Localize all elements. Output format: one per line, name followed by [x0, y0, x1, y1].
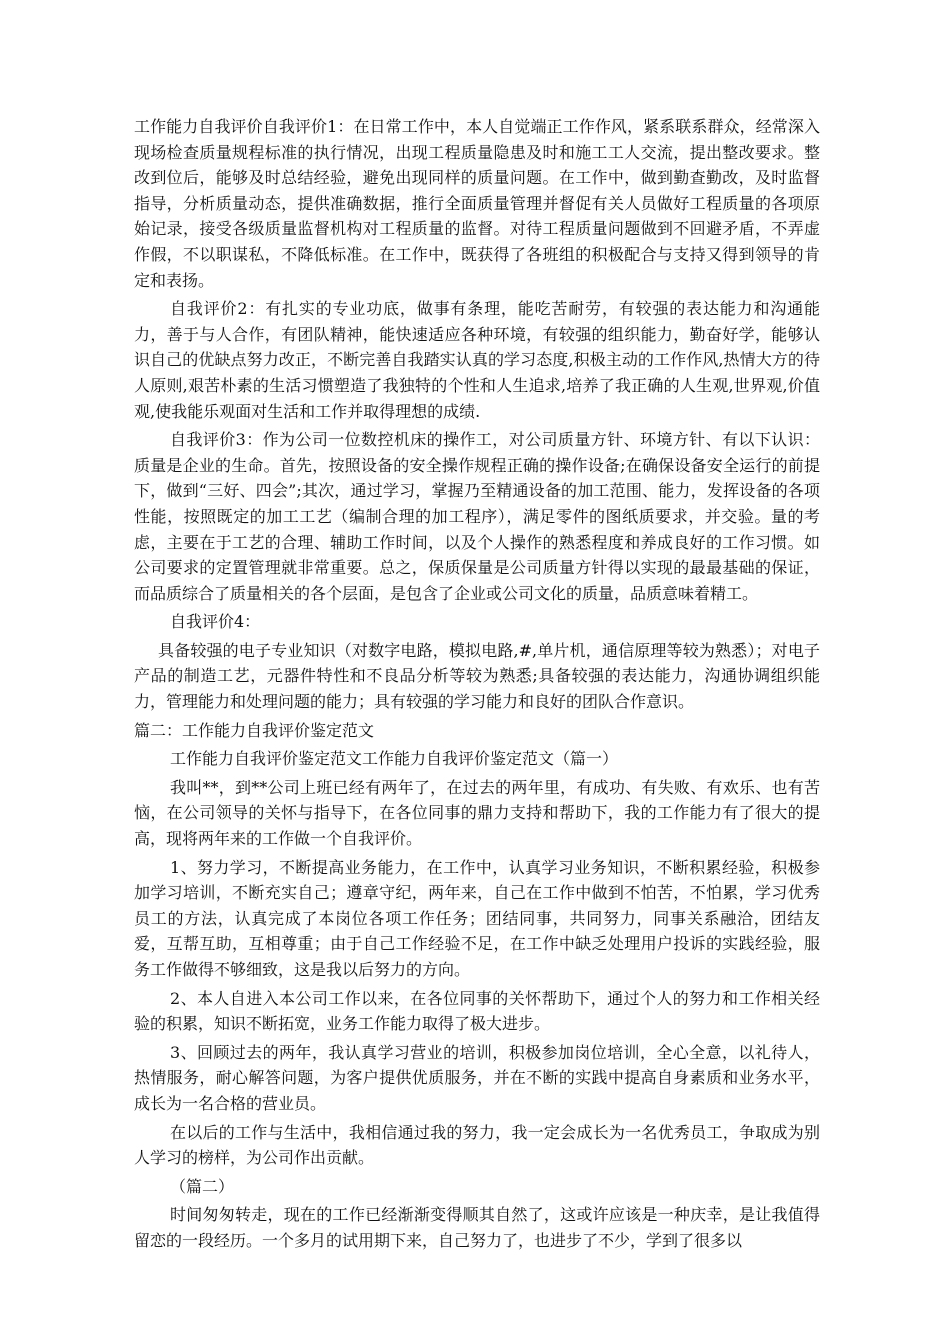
- paragraph-point-1: 1、努力学习，不断提高业务能力，在工作中，认真学习业务知识，不断积累经验，积极参加学习培训，不断充实自己；遵章守纪，两年来，自己在工作中做到不怕苦，不怕累，学习优秀员工的方法，认真完成了本岗位各项工作任务；团结同事，共同努力，同事关系融洽，团结友爱，互帮互助，互相尊重；由于自己工作经验不足，在工作中缺乏处理用户投诉的实践经验，服务工作做得不够细致，这是我以后努力的方向。: [134, 857, 820, 979]
- paragraph-article-title: 工作能力自我评价鉴定范文工作能力自我评价鉴定范文（篇一）: [170, 749, 619, 769]
- paragraph-self-evaluation-1: 工作能力自我评价自我评价1：在日常工作中，本人自觉端正工作作风，紧系联系群众，经常深入现场检查质量规程标准的执行情况，出现工程质量隐患及时和施工工人交流，提出整改要求。整改到位后，能够及时总结经验，避免出现同样的质量问题。在工作中，做到勤查勤改，及时监督指导，分析质量动态，提供准确数据，推行全面质量管理并督促有关人员做好工程质量的各项原始记录，接受各级质量监督机构对工程质量的监督。对待工程质量问题做到不回避矛盾，不弄虚作假，不以职谋私，不降低标准。在工作中，既获得了各班组的积极配合与支持又得到领导的肯定和表扬。: [134, 117, 820, 290]
- paragraph-self-evaluation-2: 自我评价2：有扎实的专业功底，做事有条理，能吃苦耐劳，有较强的表达能力和沟通能力，善于与人合作，有团队精神，能快速适应各种环境，有较强的组织能力，勤奋好学，能够认识自己的优缺点努力改正，不断完善自我踏实认真的学习态度,积极主动的工作作风,热情大方的待人原则,艰苦朴素的生活习惯塑造了我独特的个性和人生追求,培养了我正确的人生观,世界观,价值观,使我能乐观面对生活和工作并取得理想的成绩.: [134, 299, 820, 421]
- paragraph-self-evaluation-3: 自我评价3：作为公司一位数控机床的操作工，对公司质量方针、环境方针、有以下认识：质量是企业的生命。首先，按照设备的安全操作规程正确的操作设备;在确保设备安全运行的前提下，做到“三好、四会”;其次，通过学习，掌握乃至精通设备的加工范围、能力，发挥设备的各项性能，按照既定的加工工艺（编制合理的加工程序），满足零件的图纸质要求，并交验。量的考虑，主要在于工艺的合理、辅助工作时间，以及个人操作的熟悉程度和养成良好的工作习惯。如公司要求的定置管理就非常重要。总之，保质保量是公司质量方针得以实现的最最基础的保证，而品质综合了质量相关的各个层面，是包含了企业或公司文化的质量，品质意味着精工。: [134, 430, 820, 603]
- paragraph-self-evaluation-4-title: 自我评价4：: [170, 612, 261, 632]
- paragraph-article-two-start: 时间匆匆转走，现在的工作已经渐渐变得顺其自然了，这或许应该是一种庆幸，是让我值得留恋的一段经历。一个多月的试用期下来，自己努力了，也进步了不少，学到了很多以: [134, 1205, 820, 1250]
- document-body: [134, 114, 820, 1257]
- paragraph-point-3: 3、回顾过去的两年，我认真学习营业的培训，积极参加岗位培训，全心全意，以礼待人，热情服务，耐心解答问题，为客户提供优质服务，并在不断的实践中提高自身素质和业务水平，成长为一名合格的营业员。: [134, 1042, 820, 1113]
- paragraph-introduction: 我叫**，到**公司上班已经有两年了，在过去的两年里，有成功、有失败、有欢乐、也有苦恼，在公司领导的关怀与指导下，在各位同事的鼎力支持和帮助下，我的工作能力有了很大的提高，现将两年来的工作做一个自我评价。: [134, 777, 820, 849]
- paragraph-self-evaluation-4-body: 具备较强的电子专业知识（对数字电路，模拟电路,#,单片机，通信原理等较为熟悉）；对电子产品的制造工艺，元器件特性和不良品分析等较为熟悉;具备较强的表达能力，沟通协调组织能力，管理能力和处理问题的能力；具有较强的学习能力和良好的团队合作意识。: [134, 640, 820, 712]
- paragraph-point-2: 2、本人自进入本公司工作以来，在各位同事的关怀帮助下，通过个人的努力和工作相关经验的积累，知识不断拓宽，业务工作能力取得了极大进步。: [134, 988, 820, 1034]
- section-heading-article-two: （篇二）: [170, 1176, 235, 1196]
- paragraph-conclusion: 在以后的工作与生活中，我相信通过我的努力，我一定会成长为一名优秀员工，争取成为别人学习的榜样，为公司作出贡献。: [134, 1122, 820, 1168]
- section-heading-part-two: 篇二：工作能力自我评价鉴定范文: [134, 720, 375, 740]
